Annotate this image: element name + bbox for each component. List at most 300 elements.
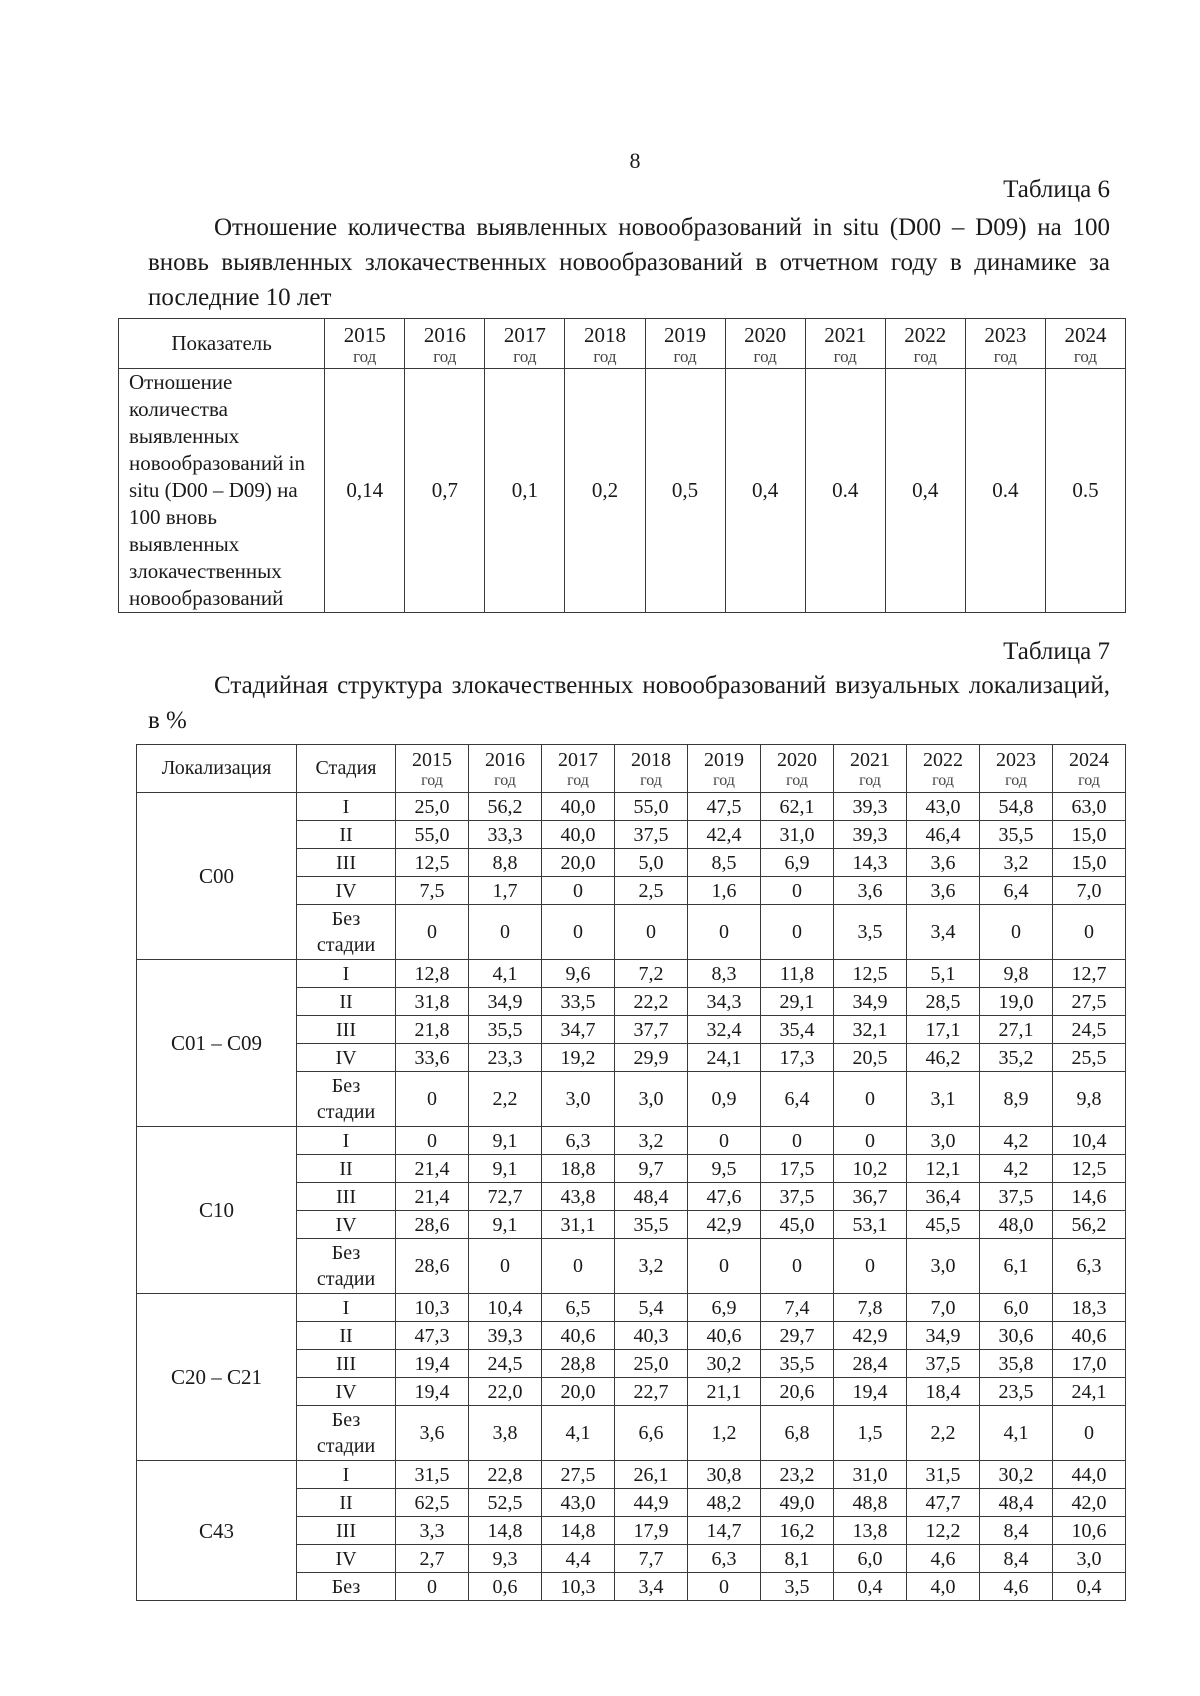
value-cell: 18,8 (542, 1155, 615, 1183)
table7-title-text: Стадийная структура злокачественных новообразований визуальных локализаций, в % (148, 672, 1110, 734)
table6-value-cell: 0,1 (485, 369, 565, 613)
value-cell: 0 (761, 877, 834, 905)
stage-cell: II (297, 1489, 396, 1517)
table7-header-stage: Стадия (297, 745, 396, 793)
value-cell: 0 (1053, 1406, 1126, 1461)
table7-year-header (834, 745, 907, 793)
stage-cell: Без стадии (297, 1239, 396, 1294)
value-cell: 0 (542, 877, 615, 905)
value-cell: 17,5 (761, 1155, 834, 1183)
value-cell: 43,8 (542, 1183, 615, 1211)
value-cell: 7,0 (907, 1294, 980, 1322)
year-label: 2016 (423, 322, 466, 347)
table7-header-row (137, 745, 1126, 793)
value-cell: 0 (396, 1573, 469, 1601)
year-label: 2023 (996, 749, 1036, 771)
stage-cell: IV (297, 1378, 396, 1406)
table7-year-header (469, 745, 542, 793)
value-cell: 33,5 (542, 988, 615, 1016)
value-cell: 36,4 (907, 1183, 980, 1211)
table6-value-cell: 0,4 (885, 369, 965, 613)
value-cell: 3,0 (542, 1072, 615, 1127)
year-label: 2017 (503, 322, 546, 347)
year-label: 2023 (984, 322, 1027, 347)
table6-data-row (119, 369, 1126, 613)
value-cell: 3,3 (396, 1517, 469, 1545)
location-cell: С10 (137, 1127, 297, 1294)
value-cell: 10,4 (1053, 1127, 1126, 1155)
stage-cell: II (297, 821, 396, 849)
value-cell: 7,2 (615, 960, 688, 988)
year-label: 2024 (1064, 322, 1107, 347)
year-label: 2018 (631, 749, 671, 771)
value-cell: 23,2 (761, 1461, 834, 1489)
value-cell: 0 (396, 1072, 469, 1127)
stage-cell: I (297, 793, 396, 821)
value-cell: 0 (980, 905, 1053, 960)
year-suffix: год (673, 346, 697, 366)
value-cell: 17,0 (1053, 1350, 1126, 1378)
value-cell: 21,1 (688, 1378, 761, 1406)
page-number: 8 (629, 148, 641, 173)
value-cell: 27,5 (542, 1461, 615, 1489)
table6-year-header (325, 319, 405, 369)
value-cell: 37,5 (615, 821, 688, 849)
value-cell: 21,4 (396, 1183, 469, 1211)
location-cell: С43 (137, 1461, 297, 1601)
value-cell: 9,1 (469, 1155, 542, 1183)
value-cell: 25,5 (1053, 1044, 1126, 1072)
value-cell: 15,0 (1053, 849, 1126, 877)
value-cell: 22,8 (469, 1461, 542, 1489)
value-cell: 3,5 (761, 1573, 834, 1601)
value-cell: 6,9 (761, 849, 834, 877)
stage-cell: IV (297, 1211, 396, 1239)
value-cell: 42,9 (688, 1211, 761, 1239)
year-suffix: год (993, 346, 1017, 366)
value-cell: 5,1 (907, 960, 980, 988)
value-cell: 28,4 (834, 1350, 907, 1378)
value-cell: 9,3 (469, 1545, 542, 1573)
value-cell: 32,1 (834, 1016, 907, 1044)
table6-header-row (119, 319, 1126, 369)
year-suffix: год (1078, 772, 1100, 789)
value-cell: 0 (834, 1072, 907, 1127)
value-cell: 0 (542, 1239, 615, 1294)
value-cell: 3,0 (907, 1127, 980, 1155)
value-cell: 9,7 (615, 1155, 688, 1183)
value-cell: 35,5 (615, 1211, 688, 1239)
value-cell: 9,8 (980, 960, 1053, 988)
stage-cell: I (297, 960, 396, 988)
value-cell: 43,0 (907, 793, 980, 821)
year-label: 2019 (704, 749, 744, 771)
value-cell: 47,5 (688, 793, 761, 821)
year-label: 2022 (904, 322, 947, 347)
value-cell: 22,7 (615, 1378, 688, 1406)
year-label: 2020 (744, 322, 787, 347)
value-cell: 14,3 (834, 849, 907, 877)
value-cell: 24,5 (469, 1350, 542, 1378)
value-cell: 17,9 (615, 1517, 688, 1545)
value-cell: 55,0 (615, 793, 688, 821)
value-cell: 15,0 (1053, 821, 1126, 849)
value-cell: 6,3 (688, 1545, 761, 1573)
value-cell: 3,0 (615, 1072, 688, 1127)
value-cell: 0,4 (1053, 1573, 1126, 1601)
value-cell: 8,8 (469, 849, 542, 877)
value-cell: 4,4 (542, 1545, 615, 1573)
value-cell: 0,4 (834, 1573, 907, 1601)
table6-value-cell: 0,7 (405, 369, 485, 613)
value-cell: 6,3 (542, 1127, 615, 1155)
table7-row (137, 1461, 1126, 1489)
value-cell: 29,9 (615, 1044, 688, 1072)
value-cell: 3,4 (907, 905, 980, 960)
value-cell: 20,6 (761, 1378, 834, 1406)
value-cell: 46,2 (907, 1044, 980, 1072)
value-cell: 34,9 (469, 988, 542, 1016)
value-cell: 9,1 (469, 1127, 542, 1155)
value-cell: 8,1 (761, 1545, 834, 1573)
value-cell: 14,7 (688, 1517, 761, 1545)
value-cell: 4,0 (907, 1573, 980, 1601)
value-cell: 45,5 (907, 1211, 980, 1239)
value-cell: 0 (396, 905, 469, 960)
value-cell: 34,3 (688, 988, 761, 1016)
value-cell: 40,6 (688, 1322, 761, 1350)
value-cell: 44,0 (1053, 1461, 1126, 1489)
table7-row (137, 1294, 1126, 1322)
value-cell: 18,3 (1053, 1294, 1126, 1322)
year-suffix: год (786, 772, 808, 789)
value-cell: 37,5 (907, 1350, 980, 1378)
value-cell: 28,6 (396, 1211, 469, 1239)
value-cell: 0 (469, 905, 542, 960)
table7-row (137, 793, 1126, 821)
value-cell: 19,0 (980, 988, 1053, 1016)
year-suffix: год (859, 772, 881, 789)
value-cell: 48,4 (980, 1489, 1053, 1517)
value-cell: 0 (834, 1239, 907, 1294)
value-cell: 20,0 (542, 849, 615, 877)
value-cell: 54,8 (980, 793, 1053, 821)
table6-year-header (485, 319, 565, 369)
value-cell: 35,4 (761, 1016, 834, 1044)
value-cell: 3,1 (907, 1072, 980, 1127)
value-cell: 6,8 (761, 1406, 834, 1461)
value-cell: 39,3 (469, 1322, 542, 1350)
year-label: 2015 (343, 322, 386, 347)
value-cell: 6,4 (761, 1072, 834, 1127)
stage-cell: IV (297, 877, 396, 905)
stage-cell: I (297, 1127, 396, 1155)
value-cell: 22,2 (615, 988, 688, 1016)
table6-year-header (965, 319, 1045, 369)
value-cell: 4,1 (469, 960, 542, 988)
stage-cell: III (297, 1350, 396, 1378)
value-cell: 0 (396, 1127, 469, 1155)
value-cell: 20,0 (542, 1378, 615, 1406)
value-cell: 0 (834, 1127, 907, 1155)
value-cell: 7,4 (761, 1294, 834, 1322)
value-cell: 14,8 (542, 1517, 615, 1545)
value-cell: 0 (688, 1573, 761, 1601)
value-cell: 4,2 (980, 1127, 1053, 1155)
value-cell: 0 (761, 1127, 834, 1155)
year-suffix: год (494, 772, 516, 789)
value-cell: 19,4 (396, 1378, 469, 1406)
value-cell: 3,0 (907, 1239, 980, 1294)
value-cell: 27,5 (1053, 988, 1126, 1016)
value-cell: 11,8 (761, 960, 834, 988)
year-suffix: год (1005, 772, 1027, 789)
value-cell: 63,0 (1053, 793, 1126, 821)
value-cell: 24,1 (688, 1044, 761, 1072)
table6-year-header (1045, 319, 1125, 369)
value-cell: 33,6 (396, 1044, 469, 1072)
year-label: 2024 (1069, 749, 1109, 771)
value-cell: 6,0 (980, 1294, 1053, 1322)
table6 (118, 318, 1126, 613)
value-cell: 8,3 (688, 960, 761, 988)
value-cell: 45,0 (761, 1211, 834, 1239)
location-cell: С20 – С21 (137, 1294, 297, 1461)
year-suffix: год (421, 772, 443, 789)
value-cell: 12,7 (1053, 960, 1126, 988)
value-cell: 7,7 (615, 1545, 688, 1573)
value-cell: 53,1 (834, 1211, 907, 1239)
value-cell: 0 (469, 1239, 542, 1294)
value-cell: 34,9 (907, 1322, 980, 1350)
value-cell: 28,5 (907, 988, 980, 1016)
table6-value-cell: 0.4 (965, 369, 1045, 613)
value-cell: 12,5 (1053, 1155, 1126, 1183)
value-cell: 30,2 (688, 1350, 761, 1378)
value-cell: 2,2 (469, 1072, 542, 1127)
value-cell: 31,5 (907, 1461, 980, 1489)
value-cell: 0 (615, 905, 688, 960)
value-cell: 0,6 (469, 1573, 542, 1601)
value-cell: 7,8 (834, 1294, 907, 1322)
value-cell: 10,3 (542, 1573, 615, 1601)
value-cell: 2,7 (396, 1545, 469, 1573)
value-cell: 3,8 (469, 1406, 542, 1461)
value-cell: 9,5 (688, 1155, 761, 1183)
value-cell: 8,4 (980, 1517, 1053, 1545)
value-cell: 28,8 (542, 1350, 615, 1378)
year-suffix: год (713, 772, 735, 789)
stage-cell: III (297, 1517, 396, 1545)
value-cell: 48,8 (834, 1489, 907, 1517)
value-cell: 1,2 (688, 1406, 761, 1461)
value-cell: 19,4 (396, 1350, 469, 1378)
value-cell: 0 (1053, 905, 1126, 960)
value-cell: 4,2 (980, 1155, 1053, 1183)
value-cell: 49,0 (761, 1489, 834, 1517)
value-cell: 31,8 (396, 988, 469, 1016)
value-cell: 6,0 (834, 1545, 907, 1573)
value-cell: 3,6 (396, 1406, 469, 1461)
value-cell: 56,2 (1053, 1211, 1126, 1239)
value-cell: 18,4 (907, 1378, 980, 1406)
value-cell: 4,1 (980, 1406, 1053, 1461)
value-cell: 39,3 (834, 821, 907, 849)
year-label: 2015 (412, 749, 452, 771)
value-cell: 3,0 (1053, 1545, 1126, 1573)
value-cell: 31,0 (761, 821, 834, 849)
value-cell: 30,2 (980, 1461, 1053, 1489)
value-cell: 62,1 (761, 793, 834, 821)
value-cell: 6,6 (615, 1406, 688, 1461)
location-cell: С01 – С09 (137, 960, 297, 1127)
value-cell: 9,1 (469, 1211, 542, 1239)
value-cell: 6,5 (542, 1294, 615, 1322)
table6-year-header (565, 319, 645, 369)
stage-cell: Без стадии (297, 905, 396, 960)
value-cell: 25,0 (396, 793, 469, 821)
stage-cell: Без стадии (297, 1406, 396, 1461)
value-cell: 3,6 (834, 877, 907, 905)
stage-cell: IV (297, 1044, 396, 1072)
table7-year-header (615, 745, 688, 793)
value-cell: 3,2 (615, 1127, 688, 1155)
value-cell: 3,2 (980, 849, 1053, 877)
value-cell: 4,6 (980, 1573, 1053, 1601)
year-label: 2017 (558, 749, 598, 771)
value-cell: 2,2 (907, 1406, 980, 1461)
value-cell: 4,6 (907, 1545, 980, 1573)
table6-value-cell: 0,14 (325, 369, 405, 613)
value-cell: 3,4 (615, 1573, 688, 1601)
value-cell: 31,0 (834, 1461, 907, 1489)
value-cell: 16,2 (761, 1517, 834, 1545)
value-cell: 6,4 (980, 877, 1053, 905)
table6-value-cell: 0.4 (805, 369, 885, 613)
value-cell: 27,1 (980, 1016, 1053, 1044)
value-cell: 43,0 (542, 1489, 615, 1517)
year-suffix: год (433, 346, 457, 366)
value-cell: 29,7 (761, 1322, 834, 1350)
table6-value-cell: 0,5 (645, 369, 725, 613)
value-cell: 47,6 (688, 1183, 761, 1211)
table7-year-header (761, 745, 834, 793)
table6-year-header (405, 319, 485, 369)
value-cell: 37,7 (615, 1016, 688, 1044)
value-cell: 42,9 (834, 1322, 907, 1350)
value-cell: 10,3 (396, 1294, 469, 1322)
value-cell: 37,5 (980, 1183, 1053, 1211)
value-cell: 37,5 (761, 1183, 834, 1211)
value-cell: 42,4 (688, 821, 761, 849)
table7-year-header (1053, 745, 1126, 793)
value-cell: 5,0 (615, 849, 688, 877)
table6-title (148, 210, 1110, 315)
value-cell: 6,3 (1053, 1239, 1126, 1294)
year-label: 2019 (664, 322, 707, 347)
value-cell: 25,0 (615, 1350, 688, 1378)
value-cell: 21,4 (396, 1155, 469, 1183)
value-cell: 20,5 (834, 1044, 907, 1072)
value-cell: 48,4 (615, 1183, 688, 1211)
stage-cell: I (297, 1294, 396, 1322)
value-cell: 14,8 (469, 1517, 542, 1545)
value-cell: 44,9 (615, 1489, 688, 1517)
value-cell: 1,5 (834, 1406, 907, 1461)
value-cell: 34,7 (542, 1016, 615, 1044)
value-cell: 6,9 (688, 1294, 761, 1322)
value-cell: 24,1 (1053, 1378, 1126, 1406)
stage-cell: III (297, 1183, 396, 1211)
value-cell: 36,7 (834, 1183, 907, 1211)
value-cell: 30,8 (688, 1461, 761, 1489)
value-cell: 35,5 (761, 1350, 834, 1378)
value-cell: 8,5 (688, 849, 761, 877)
value-cell: 3,5 (834, 905, 907, 960)
table6-year-header (725, 319, 805, 369)
value-cell: 0 (688, 905, 761, 960)
value-cell: 47,3 (396, 1322, 469, 1350)
year-suffix: год (567, 772, 589, 789)
value-cell: 31,1 (542, 1211, 615, 1239)
table7-year-header (396, 745, 469, 793)
table6-value-cell: 0,4 (725, 369, 805, 613)
value-cell: 35,2 (980, 1044, 1053, 1072)
table6-year-header (645, 319, 725, 369)
value-cell: 40,0 (542, 793, 615, 821)
value-cell: 0,9 (688, 1072, 761, 1127)
table6-header-label: Показатель (119, 319, 325, 369)
value-cell: 40,6 (542, 1322, 615, 1350)
value-cell: 31,5 (396, 1461, 469, 1489)
value-cell: 13,8 (834, 1517, 907, 1545)
value-cell: 7,0 (1053, 877, 1126, 905)
value-cell: 9,6 (542, 960, 615, 988)
table6-value-cell: 0,2 (565, 369, 645, 613)
value-cell: 8,9 (980, 1072, 1053, 1127)
value-cell: 4,1 (542, 1406, 615, 1461)
stage-cell: Без стадии (297, 1072, 396, 1127)
table7-year-header (542, 745, 615, 793)
value-cell: 2,5 (615, 877, 688, 905)
value-cell: 22,0 (469, 1378, 542, 1406)
value-cell: 52,5 (469, 1489, 542, 1517)
value-cell: 9,8 (1053, 1072, 1126, 1127)
value-cell: 40,3 (615, 1322, 688, 1350)
table6-row-label: Отношение количества выявленных новообразований in situ (D00 – D09) на 100 вновь выявленных злокачественных новообразований (119, 369, 325, 613)
stage-cell: IV (297, 1545, 396, 1573)
value-cell: 12,5 (396, 849, 469, 877)
value-cell: 3,6 (907, 849, 980, 877)
value-cell: 1,7 (469, 877, 542, 905)
year-label: 2021 (824, 322, 867, 347)
value-cell: 35,8 (980, 1350, 1053, 1378)
table7-row (137, 960, 1126, 988)
year-suffix: год (513, 346, 537, 366)
table7-year-header (980, 745, 1053, 793)
value-cell: 47,7 (907, 1489, 980, 1517)
table7 (136, 744, 1126, 1601)
value-cell: 12,1 (907, 1155, 980, 1183)
value-cell: 24,5 (1053, 1016, 1126, 1044)
value-cell: 19,2 (542, 1044, 615, 1072)
stage-cell: II (297, 988, 396, 1016)
value-cell: 5,4 (615, 1294, 688, 1322)
value-cell: 3,2 (615, 1239, 688, 1294)
table6-title-text: Отношение количества выявленных новообразований in situ (D00 – D09) на 100 вновь выявленных злокачественных новообразований в отчетном году в динамике за последние 10 лет (148, 214, 1110, 311)
value-cell: 10,4 (469, 1294, 542, 1322)
year-label: 2020 (777, 749, 817, 771)
